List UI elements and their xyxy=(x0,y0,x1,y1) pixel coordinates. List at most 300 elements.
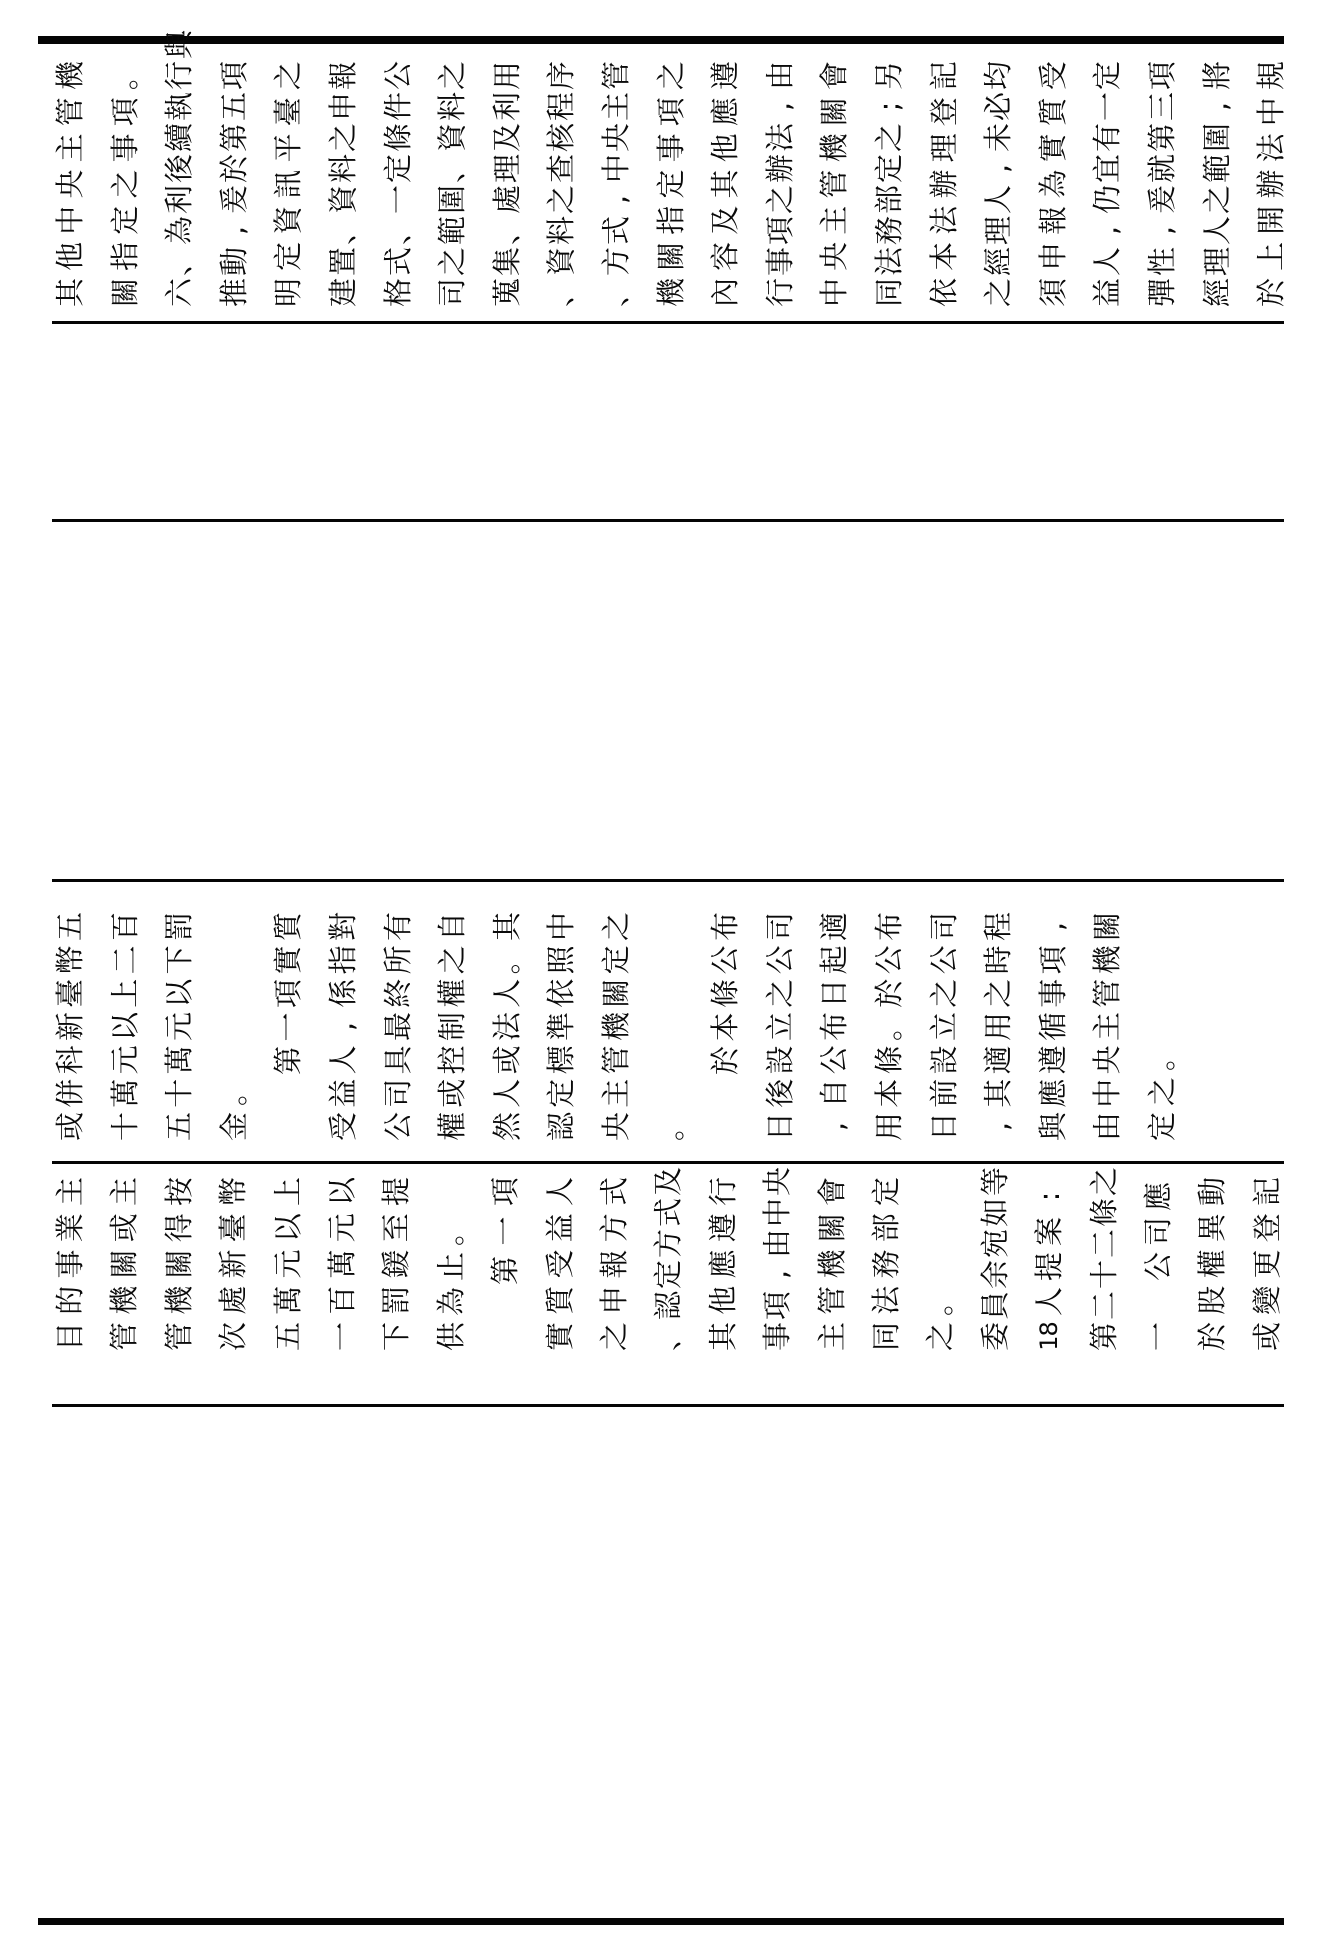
text-line xyxy=(599,1176,630,1352)
glyph: 。 xyxy=(217,1077,251,1107)
glyph: 主 xyxy=(107,1177,141,1207)
glyph: 定 xyxy=(1090,61,1124,91)
glyph: 關 xyxy=(817,97,851,127)
glyph: 之 xyxy=(763,185,797,215)
text-line xyxy=(874,60,905,308)
glyph: 申 xyxy=(326,92,360,122)
table-divider-rule xyxy=(52,1404,1284,1407)
glyph: 範 xyxy=(1200,154,1234,184)
glyph: 料 xyxy=(544,216,578,246)
text-line xyxy=(710,60,741,308)
text-line xyxy=(492,911,523,1142)
glyph: 控 xyxy=(435,1045,469,1075)
glyph: 由 xyxy=(763,61,797,91)
glyph: 部 xyxy=(869,1213,903,1243)
glyph: 具 xyxy=(381,1045,415,1075)
text-line xyxy=(1202,60,1233,308)
glyph: 申 xyxy=(597,1285,631,1315)
glyph: 管 xyxy=(599,61,633,91)
glyph: 鍰 xyxy=(379,1249,413,1279)
glyph: 行 xyxy=(706,1177,740,1207)
glyph: 他 xyxy=(53,241,87,271)
glyph: 其 xyxy=(706,1322,740,1352)
text-line xyxy=(1038,911,1069,1142)
glyph: 後 xyxy=(763,1078,797,1108)
glyph: 之 xyxy=(326,123,360,153)
glyph: 機 xyxy=(1090,945,1124,975)
glyph: 央 xyxy=(599,123,633,153)
glyph: 辦 xyxy=(927,169,961,199)
glyph: 一 xyxy=(1141,1322,1175,1352)
glyph: 爰 xyxy=(1145,185,1179,215)
text-line xyxy=(819,60,850,308)
glyph: 之 xyxy=(654,61,688,91)
text-line xyxy=(1147,60,1178,308)
glyph: 遵 xyxy=(1036,1045,1070,1075)
glyph: 萬 xyxy=(108,1078,142,1108)
glyph: 最 xyxy=(381,1012,415,1042)
glyph: 關 xyxy=(1090,912,1124,942)
text-line xyxy=(110,60,141,308)
cell-proposed-article-b xyxy=(53,1167,1307,1352)
glyph: 公 xyxy=(817,1045,851,1075)
glyph: 之 xyxy=(597,1322,631,1352)
glyph: 第 xyxy=(1087,1322,1121,1352)
text-line xyxy=(978,1167,1012,1352)
glyph: 務 xyxy=(869,1249,903,1279)
glyph: 更 xyxy=(1250,1249,1284,1279)
glyph: 於 xyxy=(708,1046,742,1076)
glyph: 登 xyxy=(1250,1213,1284,1243)
glyph: 一 xyxy=(1090,92,1124,122)
glyph: 實 xyxy=(271,945,305,975)
glyph: 上 xyxy=(271,1177,305,1207)
glyph: 資 xyxy=(544,247,578,277)
glyph: 經 xyxy=(1200,278,1234,308)
glyph: 標 xyxy=(544,1045,578,1075)
glyph: 方 xyxy=(651,1229,685,1259)
glyph: 管 xyxy=(599,1045,633,1075)
glyph: 定 xyxy=(381,154,415,184)
glyph: 公 xyxy=(708,945,742,975)
text-line xyxy=(490,1176,521,1352)
text-line xyxy=(708,1176,739,1352)
glyph: 六 xyxy=(162,278,196,308)
text-line xyxy=(327,1176,358,1352)
glyph: 項 xyxy=(763,216,797,246)
glyph: 或 xyxy=(53,1112,87,1142)
glyph: 之 xyxy=(271,61,305,91)
glyph: 止 xyxy=(434,1252,468,1282)
glyph: 司 xyxy=(1141,1217,1175,1247)
glyph: 未 xyxy=(981,123,1015,153)
glyph: 及 xyxy=(490,123,524,153)
text-line xyxy=(983,911,1014,1142)
glyph: 之 xyxy=(544,185,578,215)
glyph: 項 xyxy=(271,979,305,1009)
text-line xyxy=(1197,1176,1228,1352)
glyph: 中 xyxy=(599,154,633,184)
glyph: 或 xyxy=(1250,1322,1284,1352)
glyph: 人 xyxy=(1032,1287,1066,1317)
glyph: 異 xyxy=(1195,1213,1229,1243)
glyph: 同 xyxy=(872,278,906,308)
glyph: 益 xyxy=(326,1078,360,1108)
glyph: 辦 xyxy=(1254,169,1288,199)
glyph: 百 xyxy=(108,912,142,942)
glyph: 料 xyxy=(326,154,360,184)
glyph: 條 xyxy=(708,979,742,1009)
glyph: 彈 xyxy=(1145,278,1179,308)
glyph: 併 xyxy=(53,1078,87,1108)
glyph: 與 xyxy=(1036,1112,1070,1142)
glyph: 遵 xyxy=(706,1213,740,1243)
glyph: 中 xyxy=(1090,1078,1124,1108)
glyph: 序 xyxy=(544,61,578,91)
text-line xyxy=(164,1176,195,1352)
glyph: 程 xyxy=(981,912,1015,942)
glyph: 開 xyxy=(1254,205,1288,235)
glyph: 均 xyxy=(981,61,1015,91)
glyph: 上 xyxy=(108,978,142,1008)
glyph: 理 xyxy=(927,133,961,163)
glyph: 經 xyxy=(981,247,1015,277)
glyph: 法 xyxy=(927,205,961,235)
glyph: 前 xyxy=(927,1078,961,1108)
glyph: , xyxy=(981,1121,1015,1132)
glyph: , xyxy=(760,1269,794,1280)
text-line xyxy=(436,1176,467,1352)
text-line xyxy=(55,1176,86,1352)
glyph: 定 xyxy=(544,1078,578,1108)
glyph: 臺 xyxy=(53,978,87,1008)
text-line xyxy=(1038,60,1069,308)
text-line xyxy=(545,1176,576,1352)
glyph: 一 xyxy=(488,1216,522,1246)
glyph: 理 xyxy=(981,216,1015,246)
text-line xyxy=(273,911,304,1142)
text-line xyxy=(765,60,796,308)
glyph: 依 xyxy=(927,278,961,308)
glyph: 宛 xyxy=(978,1229,1012,1259)
glyph: 建 xyxy=(326,278,360,308)
glyph: 資 xyxy=(435,123,469,153)
glyph: 機 xyxy=(53,61,87,91)
glyph: 之 xyxy=(435,61,469,91)
glyph: , xyxy=(1036,921,1070,932)
text-line xyxy=(765,911,796,1142)
glyph: 適 xyxy=(981,1045,1015,1075)
glyph: 權 xyxy=(1195,1249,1229,1279)
glyph: 五 xyxy=(162,1112,196,1142)
text-line xyxy=(162,30,196,308)
glyph: 係 xyxy=(326,978,360,1008)
glyph: 人 xyxy=(490,978,524,1008)
text-line xyxy=(110,911,141,1142)
glyph: 公 xyxy=(381,61,415,91)
glyph: 布 xyxy=(708,912,742,942)
glyph: 登 xyxy=(927,97,961,127)
glyph: 查 xyxy=(544,154,578,184)
glyph: 同 xyxy=(869,1322,903,1352)
glyph: 之 xyxy=(599,912,633,942)
glyph: 主 xyxy=(1090,1012,1124,1042)
glyph: 核 xyxy=(544,123,578,153)
glyph: 法 xyxy=(1254,133,1288,163)
glyph: 項 xyxy=(488,1177,522,1207)
glyph: 余 xyxy=(978,1260,1012,1290)
table-divider-rule xyxy=(52,1161,1284,1164)
glyph: 必 xyxy=(981,92,1015,122)
glyph: 由 xyxy=(760,1229,794,1259)
glyph: 內 xyxy=(708,278,742,308)
glyph: 人 xyxy=(1090,247,1124,277)
glyph: 續 xyxy=(162,123,196,153)
glyph: 、 xyxy=(326,216,360,246)
glyph: 依 xyxy=(544,978,578,1008)
glyph: 幣 xyxy=(216,1177,250,1207)
glyph: 二 xyxy=(1087,1291,1121,1321)
glyph: 十 xyxy=(108,1112,142,1142)
glyph: 之 xyxy=(923,1322,957,1352)
glyph: 處 xyxy=(216,1285,250,1315)
glyph: , xyxy=(1090,225,1124,236)
glyph: 一 xyxy=(381,185,415,215)
glyph: 利 xyxy=(162,185,196,215)
glyph: 遵 xyxy=(708,61,742,91)
glyph: 機 xyxy=(162,1285,196,1315)
text-line xyxy=(219,60,250,308)
glyph: 會 xyxy=(815,1177,849,1207)
glyph: 五 xyxy=(271,1322,305,1352)
glyph: 關 xyxy=(108,278,142,308)
glyph: 之 xyxy=(763,978,797,1008)
table-border-rule xyxy=(38,36,1284,44)
glyph: 條 xyxy=(381,123,415,153)
glyph: 定 xyxy=(1145,1112,1179,1142)
glyph: 所 xyxy=(381,945,415,975)
glyph: 機 xyxy=(817,133,851,163)
glyph: 中 xyxy=(760,1198,794,1228)
glyph: 二 xyxy=(108,945,142,975)
cell-explanation-notes xyxy=(53,30,1311,308)
glyph: 定 xyxy=(108,205,142,235)
text-line xyxy=(1256,60,1287,308)
glyph: , xyxy=(599,194,633,205)
glyph: 。 xyxy=(1145,1042,1179,1072)
glyph: 部 xyxy=(872,185,906,215)
text-line xyxy=(925,1176,956,1352)
glyph: 、 xyxy=(599,278,633,308)
glyph: 項 xyxy=(760,1291,794,1321)
glyph: 供 xyxy=(434,1322,468,1352)
glyph: 設 xyxy=(927,1045,961,1075)
glyph: 的 xyxy=(53,1285,87,1315)
glyph: 報 xyxy=(1036,205,1070,235)
text-line xyxy=(437,911,468,1142)
glyph: 幣 xyxy=(53,945,87,975)
glyph: 關 xyxy=(654,241,688,271)
glyph: 行 xyxy=(162,61,196,91)
glyph: 項 xyxy=(1036,945,1070,975)
text-line xyxy=(656,911,687,1142)
glyph: 臺 xyxy=(216,1213,250,1243)
glyph: 質 xyxy=(1036,97,1070,127)
glyph: 司 xyxy=(927,912,961,942)
text-line xyxy=(273,1176,304,1352)
glyph: 管 xyxy=(815,1285,849,1315)
text-line xyxy=(1092,911,1123,1142)
glyph: 用 xyxy=(490,61,524,91)
glyph: 之 xyxy=(1087,1167,1121,1197)
glyph: 其 xyxy=(53,278,87,308)
glyph: 性 xyxy=(1145,247,1179,277)
glyph: 定 xyxy=(599,945,633,975)
glyph: 日 xyxy=(927,1112,961,1142)
glyph: 項 xyxy=(108,97,142,127)
glyph: 應 xyxy=(1036,1078,1070,1108)
glyph: 十 xyxy=(1087,1260,1121,1290)
glyph: 以 xyxy=(271,1213,305,1243)
glyph: 公 xyxy=(1141,1252,1175,1282)
glyph: 推 xyxy=(217,278,251,308)
text-line xyxy=(109,1176,140,1352)
glyph: 關 xyxy=(162,1249,196,1279)
glyph: 五 xyxy=(217,92,251,122)
glyph: 萬 xyxy=(162,1045,196,1075)
glyph: 另 xyxy=(872,61,906,91)
glyph: 其 xyxy=(708,169,742,199)
glyph: 益 xyxy=(1090,278,1124,308)
glyph: 一 xyxy=(325,1322,359,1352)
glyph: 機 xyxy=(654,278,688,308)
glyph: 管 xyxy=(107,1322,141,1352)
text-line xyxy=(760,1167,794,1352)
glyph: 權 xyxy=(435,978,469,1008)
cell-proposed-article-a xyxy=(55,911,1202,1142)
glyph: 管 xyxy=(53,97,87,127)
glyph: 及 xyxy=(651,1167,685,1197)
glyph: 範 xyxy=(435,216,469,246)
glyph: 之 xyxy=(108,169,142,199)
text-line xyxy=(817,1176,848,1352)
glyph: , xyxy=(817,1121,851,1132)
glyph: 提 xyxy=(379,1177,413,1207)
glyph: 爰 xyxy=(217,185,251,215)
glyph: 於 xyxy=(1254,278,1288,308)
glyph: 資 xyxy=(271,205,305,235)
glyph: 實 xyxy=(543,1322,577,1352)
glyph: 應 xyxy=(708,97,742,127)
glyph: 罰 xyxy=(379,1285,413,1315)
glyph: 司 xyxy=(381,1078,415,1108)
glyph: 平 xyxy=(271,133,305,163)
glyph: 第 xyxy=(488,1256,522,1286)
glyph: 主 xyxy=(599,1078,633,1108)
glyph: 人 xyxy=(981,185,1015,215)
glyph: 報 xyxy=(326,61,360,91)
text-line xyxy=(55,60,86,308)
glyph: 為 xyxy=(1036,169,1070,199)
glyph: 之 xyxy=(435,945,469,975)
glyph: 益 xyxy=(543,1213,577,1243)
glyph: 事 xyxy=(108,133,142,163)
glyph: 應 xyxy=(706,1249,740,1279)
glyph: 目 xyxy=(53,1322,87,1352)
glyph: 第 xyxy=(217,123,251,153)
glyph: 受 xyxy=(1036,61,1070,91)
glyph: 準 xyxy=(544,1012,578,1042)
glyph: , xyxy=(326,1021,360,1032)
glyph: 公 xyxy=(872,945,906,975)
glyph: 。 xyxy=(490,945,524,975)
glyph: 務 xyxy=(872,216,906,246)
glyph: 程 xyxy=(544,92,578,122)
glyph: 。 xyxy=(654,1112,688,1142)
glyph: 法 xyxy=(490,1012,524,1042)
glyph: 、 xyxy=(490,216,524,246)
glyph: 圍 xyxy=(435,185,469,215)
glyph: 之 xyxy=(981,978,1015,1008)
glyph: 規 xyxy=(1254,61,1288,91)
text-line xyxy=(328,60,359,308)
table-divider-rule xyxy=(52,879,1284,882)
glyph: 管 xyxy=(1090,978,1124,1008)
glyph: 下 xyxy=(162,945,196,975)
glyph: 之 xyxy=(981,278,1015,308)
glyph: 仍 xyxy=(1090,185,1124,215)
glyph: 司 xyxy=(763,912,797,942)
glyph: 其 xyxy=(490,912,524,942)
glyph: 金 xyxy=(217,1112,251,1142)
glyph: 為 xyxy=(434,1287,468,1317)
text-line xyxy=(601,911,632,1142)
glyph: 自 xyxy=(817,1078,851,1108)
glyph: 他 xyxy=(708,133,742,163)
glyph: 宜 xyxy=(1090,154,1124,184)
glyph: 、 xyxy=(651,1322,685,1352)
text-line xyxy=(383,60,414,308)
glyph: 定 xyxy=(872,154,906,184)
glyph: 行 xyxy=(763,278,797,308)
glyph: 人 xyxy=(326,1045,360,1075)
table-divider-rule xyxy=(52,321,1284,324)
glyph: 本 xyxy=(708,1012,742,1042)
glyph: 申 xyxy=(1036,241,1070,271)
glyph: 報 xyxy=(597,1249,631,1279)
glyph: 辦 xyxy=(763,154,797,184)
glyph: 元 xyxy=(271,1249,305,1279)
text-line xyxy=(1034,1176,1065,1352)
glyph: 如 xyxy=(978,1198,1012,1228)
glyph: 對 xyxy=(326,912,360,942)
glyph: 料 xyxy=(435,92,469,122)
glyph: 由 xyxy=(1090,1112,1124,1142)
glyph: 指 xyxy=(654,205,688,235)
glyph: 一 xyxy=(271,1012,305,1042)
glyph: 主 xyxy=(817,205,851,235)
glyph: 集 xyxy=(490,247,524,277)
glyph: 與 xyxy=(162,30,196,60)
glyph: 委 xyxy=(978,1322,1012,1352)
glyph: 會 xyxy=(817,61,851,91)
glyph: 於 xyxy=(217,154,251,184)
glyph: 為 xyxy=(162,216,196,246)
glyph: 將 xyxy=(1200,61,1234,91)
glyph: 指 xyxy=(108,241,142,271)
text-line xyxy=(1147,911,1178,1142)
text-line xyxy=(164,911,195,1142)
